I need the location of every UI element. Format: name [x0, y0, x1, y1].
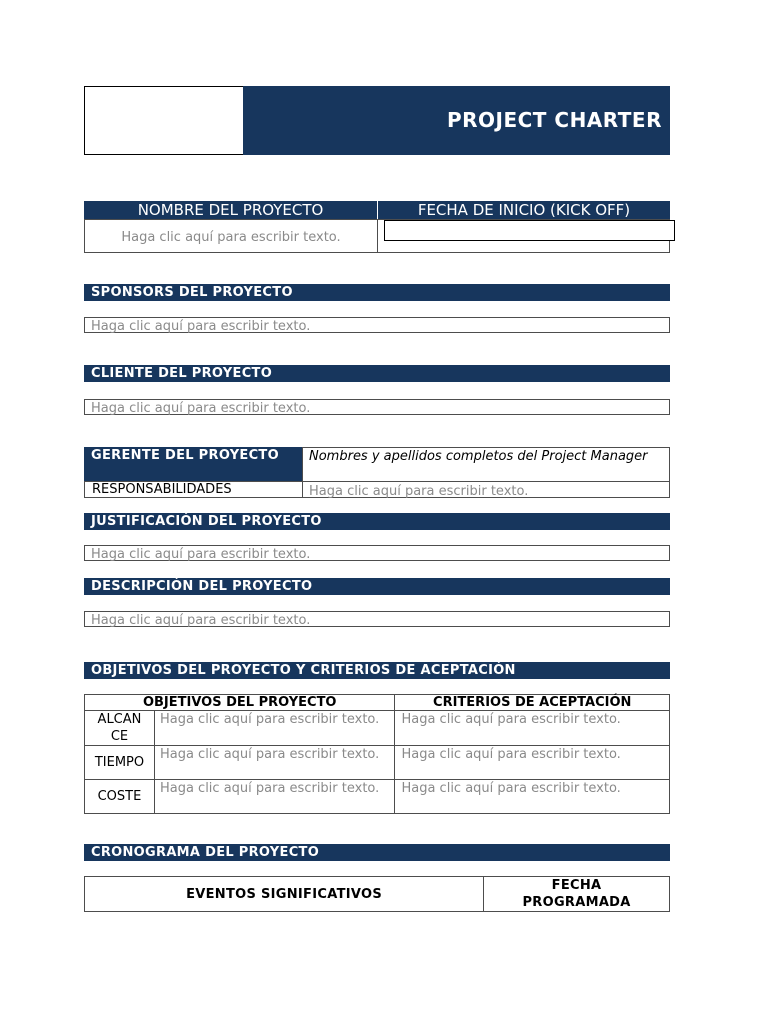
alcance-objective-field[interactable]: Haga clic aquí para escribir texto.	[154, 711, 395, 746]
description-field[interactable]: Haga clic aquí para escribir texto.	[84, 611, 670, 627]
row-label-coste: COSTE	[85, 780, 155, 814]
description-heading: DESCRIPCIÓN DEL PROYECTO	[84, 578, 670, 595]
responsibilities-label: RESPONSABILIDADES	[84, 481, 303, 498]
table-row	[85, 746, 670, 780]
scheduled-date-col-header: FECHA PROGRAMADA	[484, 877, 670, 912]
manager-name-field[interactable]: Nombres y apellidos completos del Project Manager	[302, 447, 670, 482]
alcance-criteria-field[interactable]: Haga clic aquí para escribir texto.	[395, 711, 670, 746]
justification-field[interactable]: Haga clic aquí para escribir texto.	[84, 545, 670, 561]
objectives-heading: OBJETIVOS DEL PROYECTO Y CRITERIOS DE ACEPTACIÓN	[84, 662, 670, 679]
criteria-col-header: CRITERIOS DE ACEPTACIÓN	[395, 695, 670, 711]
client-field[interactable]: Haga clic aquí para escribir texto.	[84, 399, 670, 415]
table-row	[85, 780, 670, 814]
manager-table	[84, 447, 670, 498]
responsibilities-field[interactable]: Haga clic aquí para escribir texto.	[302, 481, 670, 498]
objectives-table	[84, 694, 670, 814]
coste-criteria-field[interactable]: Haga clic aquí para escribir texto.	[395, 780, 670, 814]
logo-box	[84, 86, 244, 155]
objectives-col-header: OBJETIVOS DEL PROYECTO	[85, 695, 395, 711]
sponsors-field[interactable]: Haga clic aquí para escribir texto.	[84, 317, 670, 333]
project-name-field[interactable]: Haga clic aquí para escribir texto.	[84, 219, 378, 253]
row-label-tiempo: TIEMPO	[85, 746, 155, 780]
start-date-header: FECHA DE INICIO (KICK OFF)	[377, 201, 670, 219]
title-banner	[243, 86, 670, 155]
coste-objective-field[interactable]: Haga clic aquí para escribir texto.	[154, 780, 395, 814]
schedule-table	[84, 876, 670, 912]
tiempo-objective-field[interactable]: Haga clic aquí para escribir texto.	[154, 746, 395, 780]
row-label-alcance: ALCAN CE	[85, 711, 155, 746]
schedule-heading: CRONOGRAMA DEL PROYECTO	[84, 844, 670, 861]
justification-heading: JUSTIFICACIÓN DEL PROYECTO	[84, 513, 670, 530]
tiempo-criteria-field[interactable]: Haga clic aquí para escribir texto.	[395, 746, 670, 780]
manager-heading: GERENTE DEL PROYECTO	[84, 447, 303, 482]
project-info-table	[84, 201, 670, 253]
start-date-field[interactable]	[384, 220, 675, 241]
project-name-header: NOMBRE DEL PROYECTO	[84, 201, 377, 219]
table-row	[85, 711, 670, 746]
events-col-header: EVENTOS SIGNIFICATIVOS	[85, 877, 484, 912]
page-title: PROJECT CHARTER	[446, 108, 662, 132]
sponsors-heading: SPONSORS DEL PROYECTO	[84, 284, 670, 301]
client-heading: CLIENTE DEL PROYECTO	[84, 365, 670, 382]
